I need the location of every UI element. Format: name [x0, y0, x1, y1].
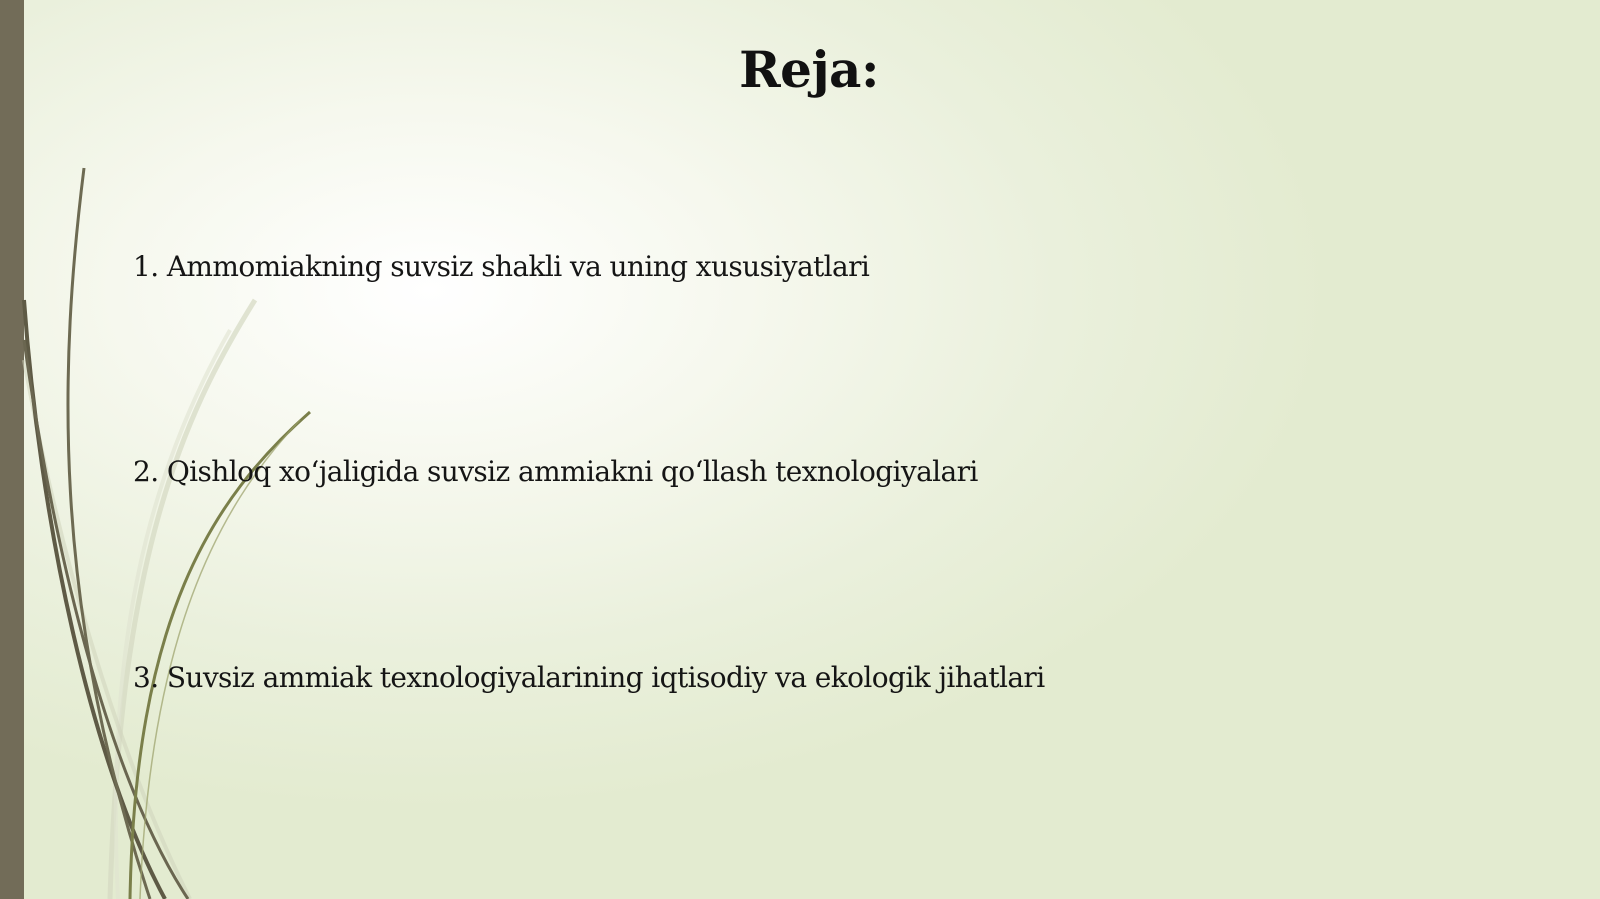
grass-decoration: [0, 0, 340, 899]
plan-item-3: 3. Suvsiz ammiak texnologiyalarining iqtisodiy va ekologik jihatlari: [133, 661, 1045, 694]
plan-item-1: 1. Ammomiakning suvsiz shakli va uning xususiyatlari: [133, 250, 870, 283]
slide-title: Reja:: [739, 40, 879, 99]
plan-item-2: 2. Qishloq xo‘jaligida suvsiz ammiakni qo‘llash texnologiyalari: [133, 455, 978, 488]
